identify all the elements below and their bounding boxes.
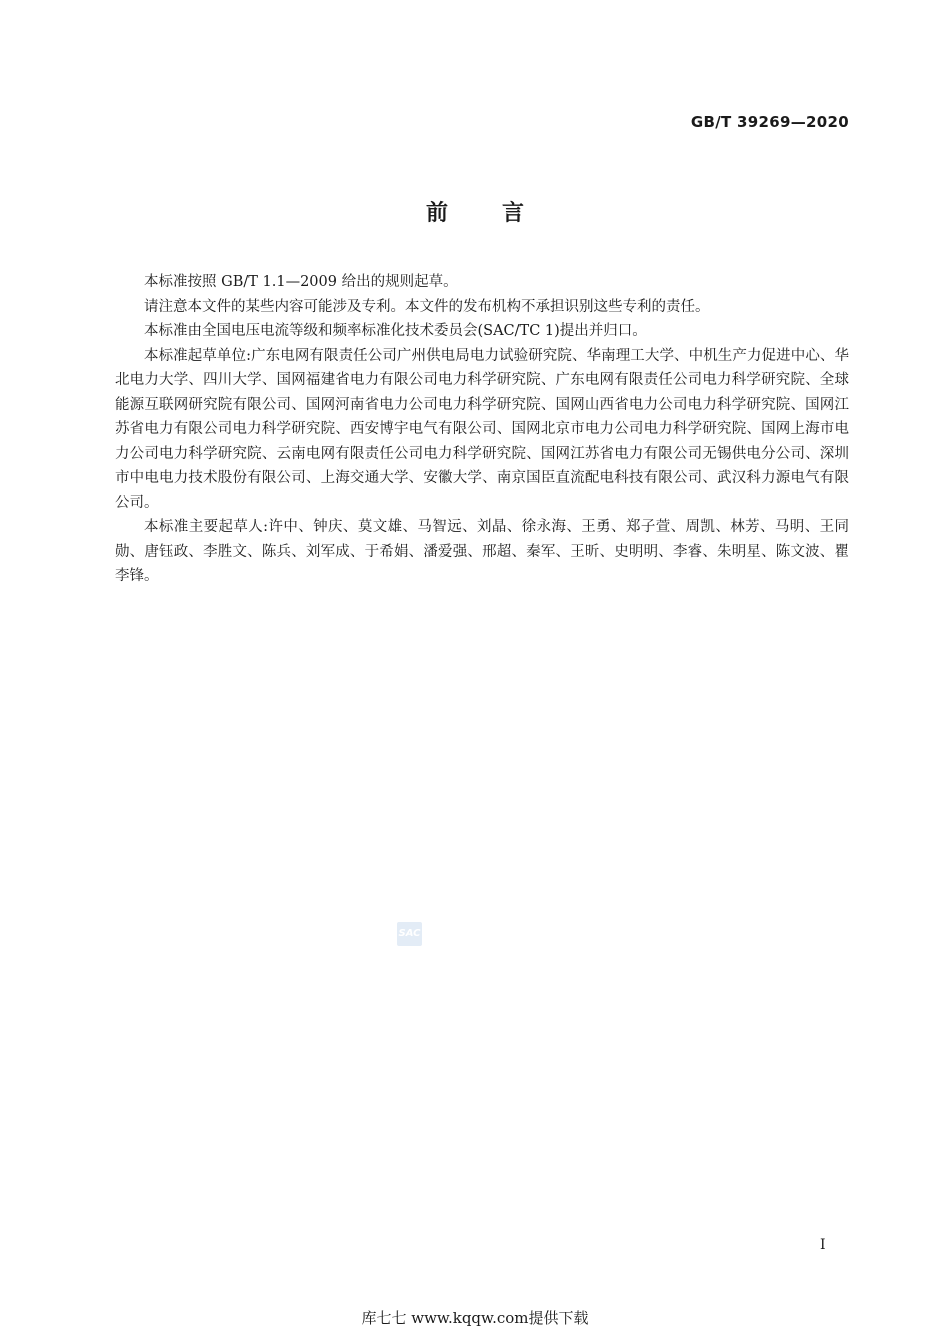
paragraph-drafters: 本标准主要起草人:许中、钟庆、莫文雄、马智远、刘晶、徐永海、王勇、郑子萱、周凯、林芳、马明、王同勋、唐钰政、李胜文、陈兵、刘军成、于希娟、潘爱强、邢超、秦军、王昕、史明明、李睿、朱明星、陈文波、瞿李锋。 xyxy=(115,519,849,584)
standard-code: GB/T 39269—2020 xyxy=(690,113,849,131)
paragraph-patent-notice: 请注意本文件的某些内容可能涉及专利。本文件的发布机构不承担识别这些专利的责任。 xyxy=(144,298,710,315)
sac-watermark-logo: SAC xyxy=(397,922,422,946)
page-title: 前言 xyxy=(425,201,578,226)
footer-download-note: 库七七 www.kqqw.com提供下载 xyxy=(361,1309,589,1327)
document-body xyxy=(115,270,849,589)
paragraph-drafting-rules: 本标准按照 GB/T 1.1—2009 给出的规则起草。 xyxy=(144,274,458,290)
paragraph-drafting-units: 本标准起草单位:广东电网有限责任公司广州供电局电力试验研究院、华南理工大学、中机生产力促进中心、华北电力大学、四川大学、国网福建省电力有限公司电力科学研究院、广东电网有限责任公司电力科学研究院、全球能源互联网研究院有限公司、国网河南省电力公司电力科学研究院、国网山西省电力公司电力科学研究院、国网江苏省电力有限公司电力科学研究院、西安博宇电气有限公司、国网北京市电力公司电力科学研究院、国网上海市电力公司电力科学研究院、云南电网有限责任公司电力科学研究院、国网江苏省电力有限公司无锡供电分公司、深圳市中电电力技术股份有限公司、上海交通大学、安徽大学、南京国臣直流配电科技有限公司、武汉科力源电气有限公司。 xyxy=(115,347,849,511)
page-number: I xyxy=(820,1237,826,1253)
paragraph-proposer: 本标准由全国电压电流等级和频率标准化技术委员会(SAC/TC 1)提出并归口。 xyxy=(144,323,647,339)
